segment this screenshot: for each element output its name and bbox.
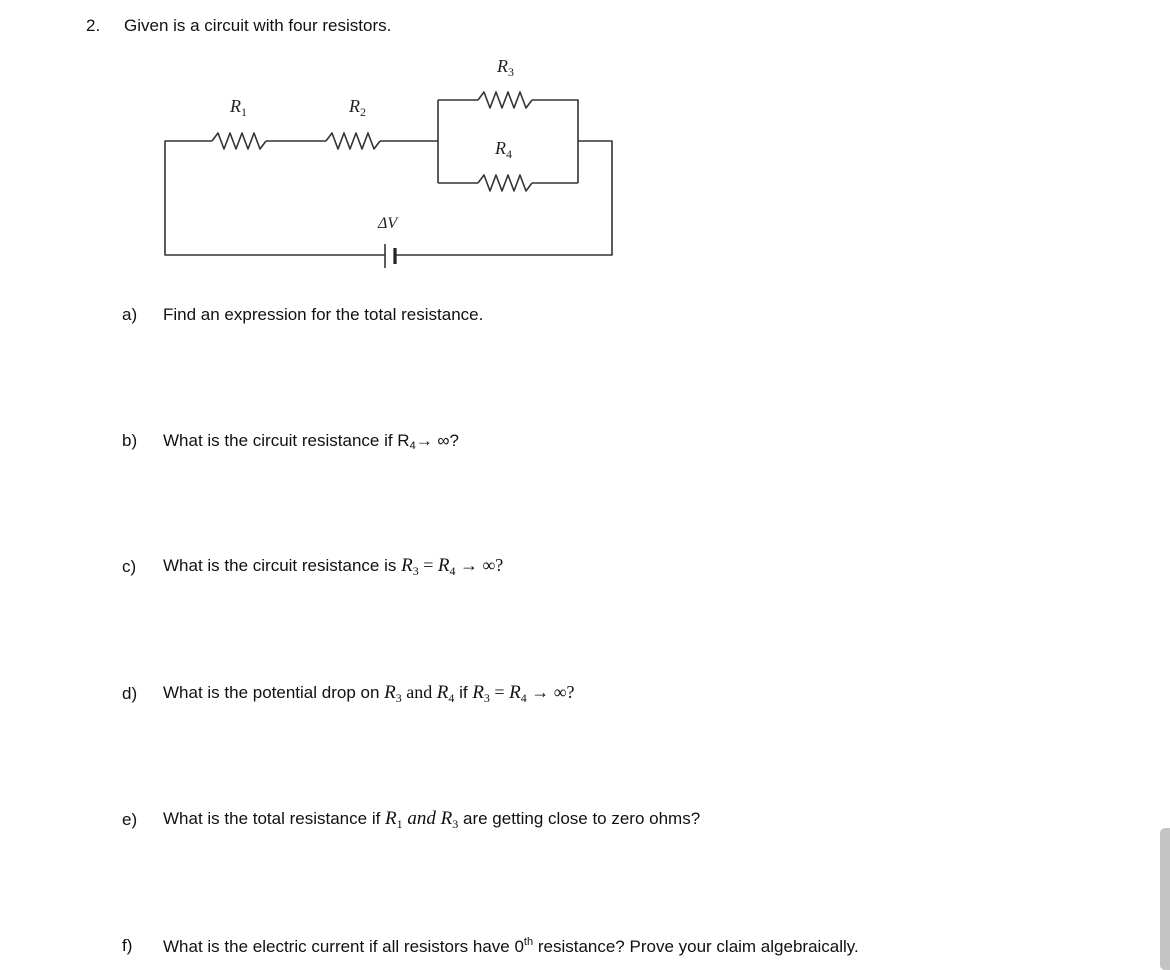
vertical-scrollbar[interactable] [1160,828,1170,970]
part-c-text: What is the circuit resistance is $R_3 = R_4$ → ∞? [163,555,504,578]
r1-label: $R_1$ [230,96,247,119]
part-f-label: f) [122,936,133,955]
part-b-text: What is the circuit resistance if R4→ ∞? [163,431,459,452]
part-e-text: What is the total resistance if $R_1$ and $R_3$ are getting close to zero ohms? [163,808,701,831]
part-a-text: Find an expression for the total resistance. [163,305,484,324]
part-e-label: e) [122,810,138,829]
resistor-r1-zigzag [212,133,266,149]
question-number: 2. [86,16,101,35]
part-f-text: What is the electric current if all resistors have 0th resistance? Prove your claim algebraically. [163,936,859,956]
r4-label: $R_4$ [495,138,512,161]
delta-v-label: ΔV [378,215,398,232]
resistor-r2-zigzag [326,133,380,149]
part-c-label: c) [122,557,137,576]
resistor-r4-zigzag [478,175,532,191]
part-d-text: What is the potential drop on $R_3$ and $R_4$ if $R_3 = R_4$ → ∞? [163,682,575,705]
circuit-wire [165,141,385,255]
r3-label: $R_3$ [497,56,514,79]
question-text: Given is a circuit with four resistors. [124,16,392,35]
circuit-wire [395,141,612,255]
r2-label: $R_2$ [349,96,366,119]
circuit-wire [532,100,578,183]
part-b-label: b) [122,431,138,450]
resistor-r3-zigzag [478,92,532,108]
circuit-diagram [0,0,1170,300]
part-a-label: a) [122,305,138,324]
part-d-label: d) [122,684,138,703]
